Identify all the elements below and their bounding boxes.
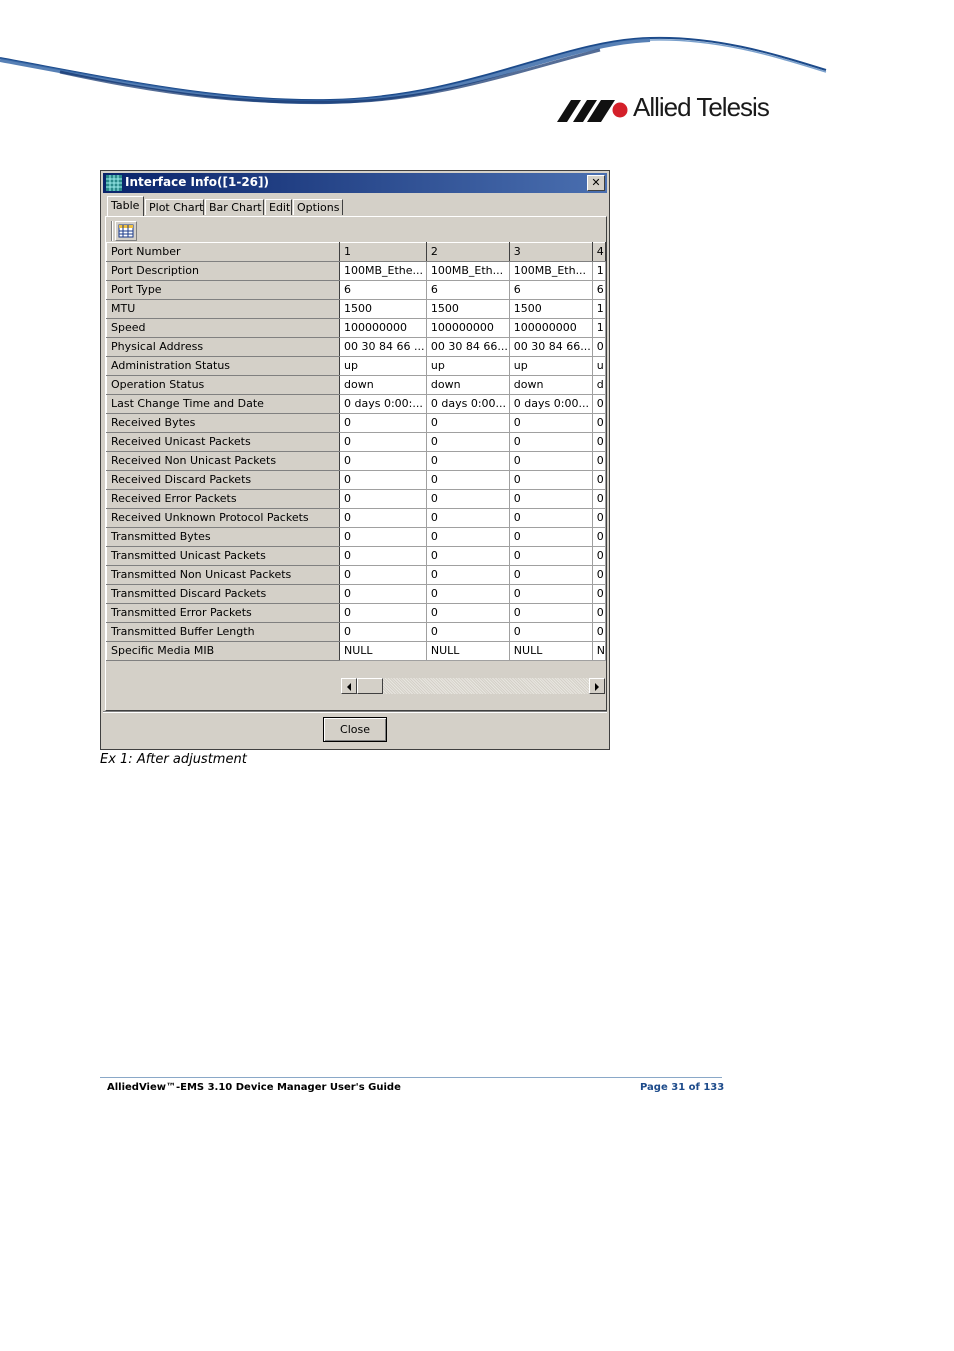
table-cell[interactable]: 0 — [592, 414, 605, 433]
table-cell[interactable]: 0 — [509, 528, 592, 547]
table-cell[interactable]: 0 — [339, 547, 426, 566]
table-cell[interactable]: 0 — [509, 433, 592, 452]
table-row — [107, 623, 606, 642]
table-cell[interactable]: 0 — [509, 509, 592, 528]
close-button[interactable]: Close — [323, 717, 387, 742]
table-cell[interactable]: 0 — [339, 528, 426, 547]
row-label: Transmitted Bytes — [107, 528, 340, 547]
row-label: Transmitted Error Packets — [107, 604, 340, 623]
table-row — [107, 376, 606, 395]
table-cell[interactable]: 100MB_Eth... — [426, 262, 509, 281]
table-cell[interactable]: 0 — [592, 585, 605, 604]
row-label: Port Type — [107, 281, 340, 300]
table-cell[interactable]: 0 — [339, 490, 426, 509]
interface-info-dialog — [100, 170, 610, 750]
table-row — [107, 357, 606, 376]
arrow-left-icon — [342, 680, 356, 694]
table-cell[interactable]: 0 — [339, 623, 426, 642]
table-cell[interactable]: 0 — [592, 490, 605, 509]
table-cell[interactable]: 0 — [426, 414, 509, 433]
table-cell[interactable]: 0 — [339, 414, 426, 433]
table-row — [107, 509, 606, 528]
footer-page-number: Page 31 of 133 — [640, 1082, 725, 1093]
table-cell[interactable]: 0 — [509, 490, 592, 509]
table-cell[interactable]: up — [509, 357, 592, 376]
table-cell[interactable]: 0 — [592, 471, 605, 490]
table-row — [107, 433, 606, 452]
table-cell[interactable]: 0 — [509, 547, 592, 566]
table-cell[interactable]: NULL — [426, 642, 509, 661]
row-label: Received Discard Packets — [107, 471, 340, 490]
table-cell[interactable]: 6 — [426, 281, 509, 300]
table-cell[interactable]: 0 — [339, 585, 426, 604]
footer-guide-title: AlliedView™-EMS 3.10 Device Manager User's Guide — [107, 1082, 401, 1093]
table-cell[interactable]: 0 — [426, 509, 509, 528]
table-cell[interactable]: 0 — [339, 566, 426, 585]
figure-caption: Ex 1: After adjustment — [100, 752, 247, 767]
table-cell[interactable]: 0 — [592, 338, 605, 357]
table-row — [107, 452, 606, 471]
table-cell[interactable]: 0 — [509, 604, 592, 623]
table-cell[interactable]: 0 — [426, 433, 509, 452]
table-cell[interactable]: 0 days 0:00... — [426, 395, 509, 414]
row-label: Received Non Unicast Packets — [107, 452, 340, 471]
row-label: Administration Status — [107, 357, 340, 376]
row-label: Operation Status — [107, 376, 340, 395]
allied-telesis-logo — [557, 94, 787, 128]
table-cell[interactable]: 0 — [509, 471, 592, 490]
tab-edit[interactable]: Edit — [265, 199, 292, 215]
table-cell[interactable]: 0 — [339, 604, 426, 623]
table-row — [107, 338, 606, 357]
row-label: Specific Media MIB — [107, 642, 340, 661]
table-cell[interactable]: down — [339, 376, 426, 395]
tab-plot-chart[interactable]: Plot Chart — [145, 199, 204, 215]
horizontal-scrollbar[interactable] — [341, 678, 605, 694]
table-row — [107, 490, 606, 509]
table-cell[interactable]: NULL — [339, 642, 426, 661]
table-cell[interactable]: 0 — [339, 452, 426, 471]
table-row — [107, 642, 606, 661]
table-cell[interactable]: 0 — [426, 623, 509, 642]
table-cell[interactable]: up — [426, 357, 509, 376]
tab-table[interactable]: Table — [107, 196, 144, 216]
row-label: Last Change Time and Date — [107, 395, 340, 414]
table-row — [107, 471, 606, 490]
footer-divider — [100, 1077, 722, 1078]
row-label: Received Unknown Protocol Packets — [107, 509, 340, 528]
table-cell[interactable]: 0 — [426, 490, 509, 509]
table-cell[interactable]: 1500 — [509, 300, 592, 319]
table-cell[interactable]: 0 — [509, 566, 592, 585]
column-header-port[interactable]: 2 — [426, 243, 509, 262]
table-cell[interactable]: 0 — [509, 452, 592, 471]
table-cell[interactable]: 0 — [426, 604, 509, 623]
table-cell[interactable]: 0 — [426, 452, 509, 471]
table-cell[interactable]: 0 — [592, 604, 605, 623]
table-row — [107, 414, 606, 433]
interface-table — [106, 242, 606, 679]
table-cell[interactable]: 0 — [592, 528, 605, 547]
dialog-footer-divider — [103, 711, 607, 713]
row-label: Received Unicast Packets — [107, 433, 340, 452]
dialog-titlebar[interactable] — [103, 173, 607, 193]
table-cell[interactable]: 100000000 — [339, 319, 426, 338]
table-row — [107, 395, 606, 414]
table-cell[interactable]: 0 — [592, 547, 605, 566]
arrow-right-icon — [590, 680, 604, 694]
table-cell[interactable]: 0 — [592, 395, 605, 414]
row-label: Received Bytes — [107, 414, 340, 433]
table-cell[interactable]: 0 — [426, 547, 509, 566]
table-cell[interactable]: 00 30 84 66 ... — [339, 338, 426, 357]
column-header-port[interactable]: 4 — [592, 243, 605, 262]
column-header-port[interactable]: 1 — [339, 243, 426, 262]
table-row — [107, 528, 606, 547]
table-cell[interactable]: down — [509, 376, 592, 395]
table-cell[interactable]: 0 — [592, 509, 605, 528]
row-label: Speed — [107, 319, 340, 338]
header-swoosh — [0, 0, 954, 140]
table-cell[interactable]: 0 — [592, 452, 605, 471]
table-row — [107, 566, 606, 585]
table-cell[interactable]: 1500 — [339, 300, 426, 319]
table-cell[interactable]: 0 — [592, 623, 605, 642]
table-cell[interactable]: 6 — [509, 281, 592, 300]
row-label: MTU — [107, 300, 340, 319]
table-row — [107, 262, 606, 281]
table-cell[interactable]: 100MB_Ethe... — [339, 262, 426, 281]
table-row — [107, 547, 606, 566]
row-label: Transmitted Discard Packets — [107, 585, 340, 604]
table-cell[interactable]: 0 — [426, 566, 509, 585]
row-label: Transmitted Buffer Length — [107, 623, 340, 642]
row-label: Port Description — [107, 262, 340, 281]
column-header-port[interactable]: 3 — [509, 243, 592, 262]
tab-options[interactable]: Options — [293, 199, 343, 215]
table-cell[interactable]: 0 — [592, 566, 605, 585]
table-cell[interactable]: 0 days 0:00:... — [339, 395, 426, 414]
table-cell[interactable]: 0 — [509, 585, 592, 604]
table-row — [107, 585, 606, 604]
row-label: Physical Address — [107, 338, 340, 357]
table-cell[interactable]: N — [592, 642, 605, 661]
table-cell[interactable]: 0 — [339, 509, 426, 528]
table-cell[interactable]: 6 — [592, 281, 605, 300]
table-cell[interactable]: 0 — [339, 471, 426, 490]
table-cell[interactable]: u — [592, 357, 605, 376]
table-cell[interactable]: 0 days 0:00... — [509, 395, 592, 414]
logo-mark-icon — [557, 96, 629, 124]
table-cell[interactable]: 00 30 84 66... — [509, 338, 592, 357]
row-label: Received Error Packets — [107, 490, 340, 509]
table-cell[interactable]: 1500 — [426, 300, 509, 319]
scroll-left-button[interactable] — [341, 678, 357, 694]
table-cell[interactable]: 6 — [339, 281, 426, 300]
close-window-button[interactable]: ✕ — [587, 175, 605, 191]
table-cell[interactable]: down — [426, 376, 509, 395]
table-cell[interactable]: d — [592, 376, 605, 395]
scrollbar-thumb[interactable] — [357, 678, 383, 694]
table-cell[interactable]: 1 — [592, 319, 605, 338]
table-cell[interactable]: up — [339, 357, 426, 376]
tab-bar-chart[interactable]: Bar Chart — [205, 199, 264, 215]
row-label: Transmitted Non Unicast Packets — [107, 566, 340, 585]
table-grid-icon — [117, 223, 135, 239]
table-header-row — [107, 243, 606, 262]
table-cell[interactable]: 0 — [509, 623, 592, 642]
table-cell[interactable]: 1 — [592, 300, 605, 319]
table-cell[interactable]: 100000000 — [509, 319, 592, 338]
table-row — [107, 319, 606, 338]
toolbar-separator — [111, 221, 113, 241]
table-cell[interactable]: 0 — [509, 414, 592, 433]
table-row — [107, 300, 606, 319]
table-cell[interactable]: 0 — [592, 433, 605, 452]
table-cell[interactable]: 0 — [426, 528, 509, 547]
table-cell[interactable]: 100000000 — [426, 319, 509, 338]
table-cell[interactable]: 100MB_Eth... — [509, 262, 592, 281]
table-row — [107, 604, 606, 623]
table-cell[interactable]: NULL — [509, 642, 592, 661]
table-cell[interactable]: 1 — [592, 262, 605, 281]
dialog-title: Interface Info([1-26]) — [125, 175, 269, 189]
scroll-right-button[interactable] — [589, 678, 605, 694]
table-cell[interactable]: 0 — [339, 433, 426, 452]
logo-text: Allied Telesis — [633, 92, 769, 122]
table-cell[interactable]: 0 — [426, 471, 509, 490]
table-view-button[interactable] — [115, 221, 137, 241]
table-cell[interactable]: 0 — [426, 585, 509, 604]
table-cell[interactable]: 00 30 84 66... — [426, 338, 509, 357]
table-row — [107, 281, 606, 300]
grid-app-icon — [106, 175, 122, 191]
row-label: Transmitted Unicast Packets — [107, 547, 340, 566]
header-port-number[interactable]: Port Number — [107, 243, 340, 262]
